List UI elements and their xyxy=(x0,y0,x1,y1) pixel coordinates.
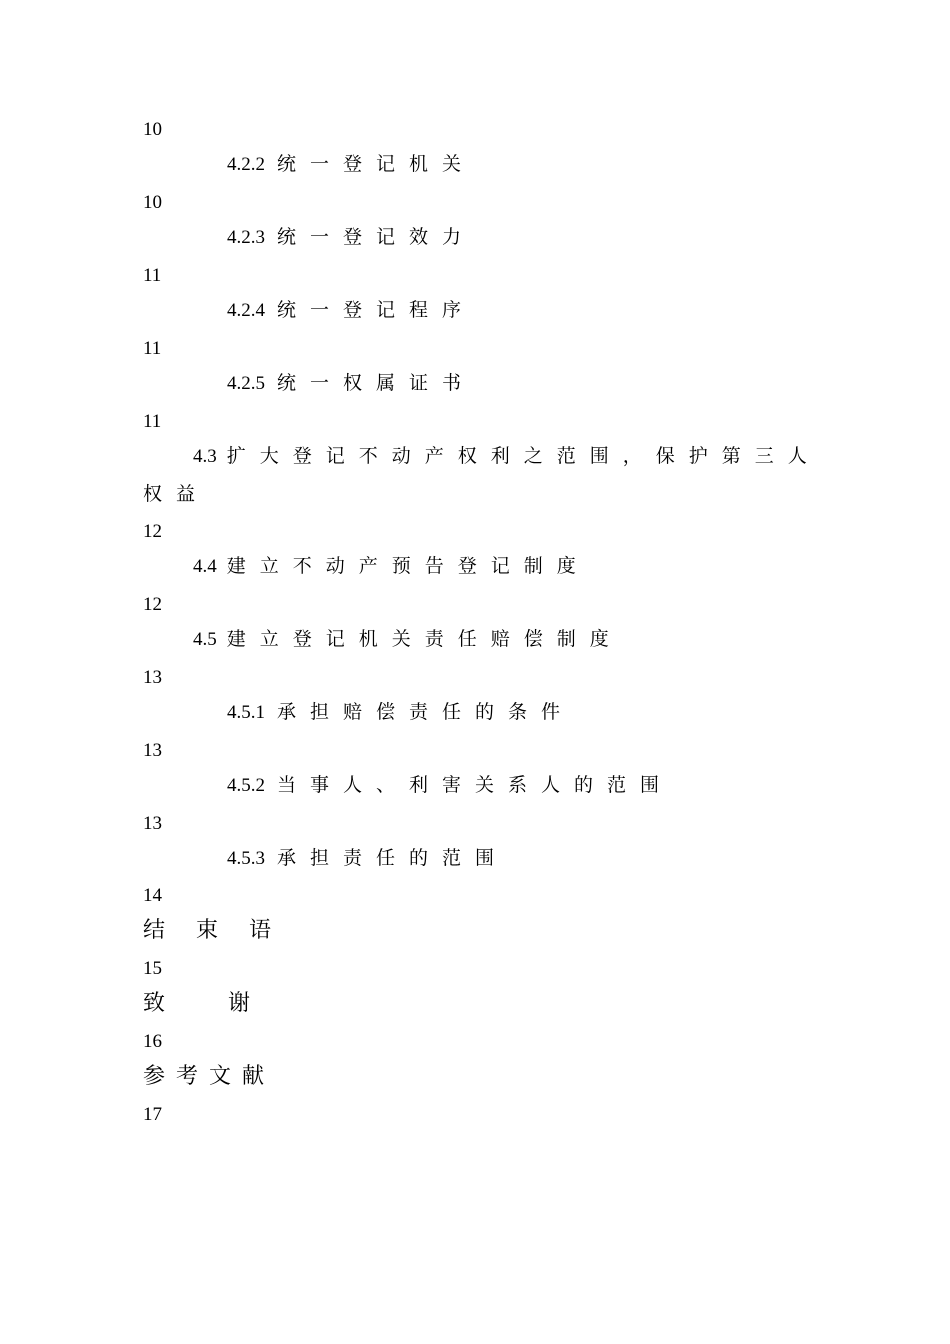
toc-entry-4-5 xyxy=(193,627,623,652)
page-number: 13 xyxy=(143,740,162,761)
section-number: 4.2.4 xyxy=(227,300,265,321)
section-title: 承担责任的范围 xyxy=(277,847,509,869)
page-number: 12 xyxy=(143,521,162,542)
page-number: 10 xyxy=(143,119,162,140)
toc-entry-4-2-2 xyxy=(227,152,475,177)
section-title: 承担赔偿责任的条件 xyxy=(277,701,575,723)
section-number: 4.5.3 xyxy=(227,848,265,869)
page-number: 14 xyxy=(143,885,162,906)
section-number: 4.5.2 xyxy=(227,775,265,796)
toc-entry-4-3 xyxy=(193,444,821,469)
section-number: 4.5 xyxy=(193,629,217,650)
page-number: 11 xyxy=(143,265,162,286)
page-number: 13 xyxy=(143,667,162,688)
section-title: 统一登记程序 xyxy=(277,299,476,321)
section-title: 统一登记效力 xyxy=(277,226,476,248)
toc-entry-4-5-2 xyxy=(227,773,673,798)
toc-entry-4-5-1 xyxy=(227,700,574,725)
section-title: 建立不动产预告登记制度 xyxy=(226,555,590,577)
toc-entry-4-2-3 xyxy=(227,225,475,250)
page-number: 11 xyxy=(143,338,162,359)
page-number: 15 xyxy=(143,958,162,979)
toc-entry-4-4 xyxy=(193,554,590,579)
toc-entry-conclusion: 结 束 语 xyxy=(143,918,283,943)
toc-entry-4-2-4 xyxy=(227,298,475,323)
page-number: 16 xyxy=(143,1031,162,1052)
section-title: 扩大登记不动产权利之范围，保护第三人 xyxy=(226,445,821,467)
section-number: 4.3 xyxy=(193,446,217,467)
toc-entry-4-5-3 xyxy=(227,846,508,871)
section-number: 4.5.1 xyxy=(227,702,265,723)
page-number: 11 xyxy=(143,411,162,432)
section-number: 4.2.5 xyxy=(227,373,265,394)
toc-entry-4-2-5 xyxy=(227,371,475,396)
section-title-continued: 权益 xyxy=(143,483,210,505)
section-title: 统一登记机关 xyxy=(277,153,476,175)
section-title: 统一权属证书 xyxy=(277,372,476,394)
section-number: 4.2.2 xyxy=(227,154,265,175)
toc-entry-references: 参考文献 xyxy=(143,1064,276,1089)
page-number: 17 xyxy=(143,1104,162,1125)
page-number: 10 xyxy=(143,192,162,213)
section-number: 4.2.3 xyxy=(227,227,265,248)
page-number: 12 xyxy=(143,594,162,615)
page-number: 13 xyxy=(143,813,162,834)
section-number: 4.4 xyxy=(193,556,217,577)
section-title: 建立登记机关责任赔偿制度 xyxy=(226,628,623,650)
section-title: 当事人、利害关系人的范围 xyxy=(277,774,674,796)
toc-entry-thanks: 致 谢 xyxy=(143,991,278,1016)
